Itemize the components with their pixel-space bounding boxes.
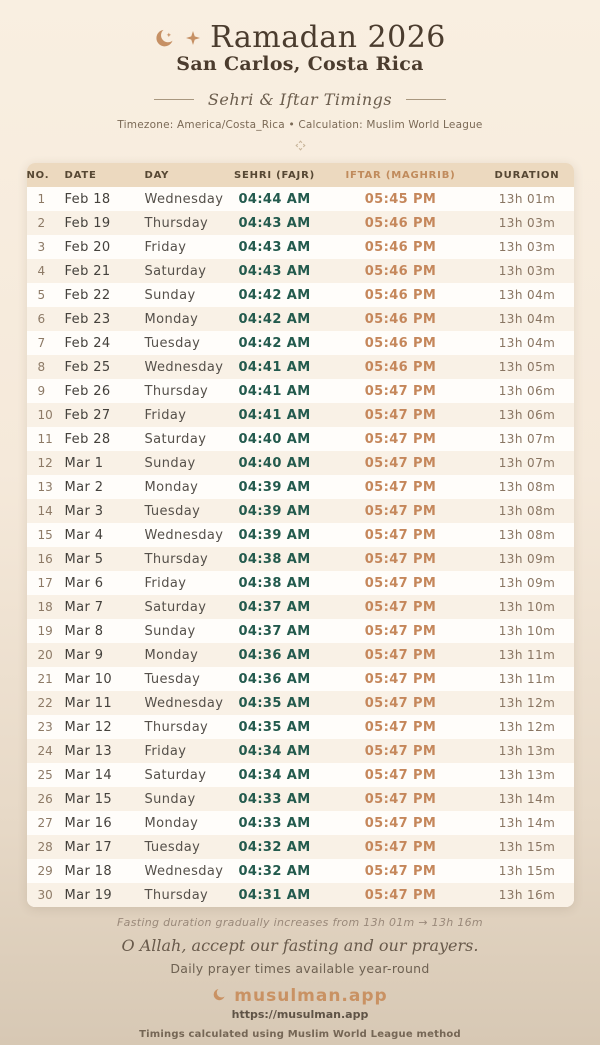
table-row xyxy=(27,451,574,475)
row-duration: 13h 14m xyxy=(498,816,556,830)
row-sehri-time: 04:43 AM xyxy=(238,215,311,231)
row-number: 28 xyxy=(37,840,53,854)
row-duration: 13h 08m xyxy=(498,504,556,518)
table-row xyxy=(27,379,574,403)
row-date: Feb 18 xyxy=(64,191,111,207)
row-iftar-time: 05:47 PM xyxy=(364,623,437,639)
row-day: Friday xyxy=(144,575,187,591)
row-date: Feb 27 xyxy=(64,407,111,423)
row-date: Feb 28 xyxy=(64,431,111,447)
column-header-day: DAY xyxy=(144,169,170,181)
row-iftar-time: 05:46 PM xyxy=(364,287,437,303)
row-number: 19 xyxy=(37,624,53,638)
row-duration: 13h 11m xyxy=(498,672,556,686)
table-row xyxy=(27,883,574,907)
row-day: Saturday xyxy=(144,431,207,447)
row-date: Mar 10 xyxy=(64,671,113,687)
row-number: 24 xyxy=(37,744,53,758)
row-date: Mar 9 xyxy=(64,647,104,663)
row-duration: 13h 13m xyxy=(498,768,556,782)
row-iftar-time: 05:47 PM xyxy=(364,455,437,471)
row-iftar-time: 05:47 PM xyxy=(364,503,437,519)
row-iftar-time: 05:45 PM xyxy=(364,191,437,207)
row-day: Friday xyxy=(144,239,187,255)
row-number: 17 xyxy=(37,576,53,590)
sparkle-star-icon xyxy=(185,30,201,46)
row-number: 13 xyxy=(37,480,53,494)
row-sehri-time: 04:41 AM xyxy=(238,383,311,399)
row-sehri-time: 04:42 AM xyxy=(238,287,311,303)
row-date: Feb 22 xyxy=(64,287,111,303)
brand-row[interactable] xyxy=(0,986,600,1006)
row-sehri-time: 04:42 AM xyxy=(238,335,311,351)
column-header-duration: DURATION xyxy=(494,169,560,181)
dua-text: O Allah, accept our fasting and our prayers. xyxy=(121,936,479,955)
table-row xyxy=(27,355,574,379)
row-date: Mar 2 xyxy=(64,479,104,495)
row-iftar-time: 05:46 PM xyxy=(364,359,437,375)
row-date: Feb 21 xyxy=(64,263,111,279)
page-footer xyxy=(0,916,600,1040)
row-iftar-time: 05:47 PM xyxy=(364,863,437,879)
row-duration: 13h 01m xyxy=(498,192,556,206)
table-row xyxy=(27,403,574,427)
table-row xyxy=(27,211,574,235)
column-header-date: DATE xyxy=(64,169,97,181)
row-duration: 13h 12m xyxy=(498,696,556,710)
row-duration: 13h 03m xyxy=(498,216,556,230)
table-row xyxy=(27,235,574,259)
row-iftar-time: 05:47 PM xyxy=(364,839,437,855)
column-header-sehri: SEHRI (FAJR) xyxy=(234,169,315,181)
row-number: 4 xyxy=(37,264,46,278)
row-number: 11 xyxy=(37,432,53,446)
row-duration: 13h 03m xyxy=(498,264,556,278)
row-iftar-time: 05:47 PM xyxy=(364,575,437,591)
row-iftar-time: 05:47 PM xyxy=(364,791,437,807)
table-row xyxy=(27,475,574,499)
row-day: Sunday xyxy=(144,791,196,807)
table-row xyxy=(27,523,574,547)
row-date: Mar 11 xyxy=(64,695,113,711)
row-iftar-time: 05:47 PM xyxy=(364,647,437,663)
row-day: Tuesday xyxy=(144,335,201,351)
row-duration: 13h 06m xyxy=(498,408,556,422)
table-row xyxy=(27,739,574,763)
row-day: Monday xyxy=(144,815,199,831)
location-title: San Carlos, Costa Rica xyxy=(176,53,424,75)
table-row xyxy=(27,643,574,667)
row-number: 8 xyxy=(37,360,46,374)
table-row xyxy=(27,619,574,643)
row-number: 16 xyxy=(37,552,53,566)
row-day: Saturday xyxy=(144,599,207,615)
table-row xyxy=(27,547,574,571)
table-row xyxy=(27,811,574,835)
row-day: Tuesday xyxy=(144,671,201,687)
subtitle: Sehri & Iftar Timings xyxy=(207,90,393,109)
row-number: 30 xyxy=(37,888,53,902)
row-sehri-time: 04:32 AM xyxy=(238,839,311,855)
row-sehri-time: 04:39 AM xyxy=(238,479,311,495)
row-number: 22 xyxy=(37,696,53,710)
row-date: Mar 17 xyxy=(64,839,113,855)
row-iftar-time: 05:47 PM xyxy=(364,599,437,615)
timings-table xyxy=(27,163,574,907)
table-row xyxy=(27,667,574,691)
column-header-no: NO. xyxy=(26,169,50,181)
row-date: Mar 5 xyxy=(64,551,104,567)
row-iftar-time: 05:47 PM xyxy=(364,887,437,903)
row-date: Mar 12 xyxy=(64,719,113,735)
row-number: 21 xyxy=(37,672,53,686)
row-sehri-time: 04:32 AM xyxy=(238,863,311,879)
row-day: Sunday xyxy=(144,287,196,303)
row-duration: 13h 05m xyxy=(498,360,556,374)
row-number: 14 xyxy=(37,504,53,518)
row-sehri-time: 04:37 AM xyxy=(238,623,311,639)
row-iftar-time: 05:47 PM xyxy=(364,527,437,543)
row-sehri-time: 04:40 AM xyxy=(238,455,311,471)
row-date: Feb 19 xyxy=(64,215,111,231)
row-sehri-time: 04:43 AM xyxy=(238,263,311,279)
row-duration: 13h 12m xyxy=(498,720,556,734)
row-sehri-time: 04:44 AM xyxy=(238,191,311,207)
row-date: Feb 24 xyxy=(64,335,111,351)
row-sehri-time: 04:35 AM xyxy=(238,695,311,711)
row-duration: 13h 08m xyxy=(498,528,556,542)
row-iftar-time: 05:47 PM xyxy=(364,695,437,711)
row-iftar-time: 05:46 PM xyxy=(364,215,437,231)
row-day: Tuesday xyxy=(144,839,201,855)
row-duration: 13h 14m xyxy=(498,792,556,806)
row-day: Monday xyxy=(144,479,199,495)
table-row xyxy=(27,307,574,331)
row-number: 29 xyxy=(37,864,53,878)
row-iftar-time: 05:47 PM xyxy=(364,743,437,759)
row-duration: 13h 08m xyxy=(498,480,556,494)
row-iftar-time: 05:47 PM xyxy=(364,551,437,567)
row-number: 1 xyxy=(37,192,46,206)
row-number: 20 xyxy=(37,648,53,662)
row-day: Wednesday xyxy=(144,695,224,711)
row-day: Thursday xyxy=(144,887,209,903)
row-day: Thursday xyxy=(144,551,209,567)
row-sehri-time: 04:36 AM xyxy=(238,647,311,663)
row-duration: 13h 04m xyxy=(498,336,556,350)
row-duration: 13h 09m xyxy=(498,576,556,590)
row-day: Tuesday xyxy=(144,503,201,519)
table-row xyxy=(27,571,574,595)
row-duration: 13h 10m xyxy=(498,624,556,638)
row-date: Mar 3 xyxy=(64,503,104,519)
row-date: Feb 20 xyxy=(64,239,111,255)
table-row xyxy=(27,835,574,859)
row-sehri-time: 04:33 AM xyxy=(238,791,311,807)
table-row xyxy=(27,787,574,811)
page-header xyxy=(0,0,600,152)
row-sehri-time: 04:41 AM xyxy=(238,407,311,423)
row-iftar-time: 05:47 PM xyxy=(364,767,437,783)
row-sehri-time: 04:38 AM xyxy=(238,575,311,591)
row-duration: 13h 16m xyxy=(498,888,556,902)
row-iftar-time: 05:47 PM xyxy=(364,719,437,735)
row-sehri-time: 04:35 AM xyxy=(238,719,311,735)
row-date: Mar 16 xyxy=(64,815,113,831)
row-duration: 13h 04m xyxy=(498,312,556,326)
row-day: Monday xyxy=(144,311,199,327)
row-iftar-time: 05:46 PM xyxy=(364,335,437,351)
row-number: 3 xyxy=(37,240,46,254)
table-row xyxy=(27,859,574,883)
table-body xyxy=(27,187,574,907)
row-number: 15 xyxy=(37,528,53,542)
table-row xyxy=(27,427,574,451)
row-day: Sunday xyxy=(144,455,196,471)
row-iftar-time: 05:47 PM xyxy=(364,407,437,423)
row-day: Sunday xyxy=(144,623,196,639)
row-day: Wednesday xyxy=(144,863,224,879)
row-duration: 13h 06m xyxy=(498,384,556,398)
row-number: 9 xyxy=(37,384,46,398)
table-row xyxy=(27,763,574,787)
row-sehri-time: 04:33 AM xyxy=(238,815,311,831)
row-sehri-time: 04:38 AM xyxy=(238,551,311,567)
table-row xyxy=(27,499,574,523)
row-iftar-time: 05:47 PM xyxy=(364,671,437,687)
row-sehri-time: 04:37 AM xyxy=(238,599,311,615)
page-title: Ramadan 2026 xyxy=(210,20,446,55)
timezone-calculation-meta: Timezone: America/Costa_Rica • Calculation: Muslim World League xyxy=(117,119,483,131)
row-duration: 13h 09m xyxy=(498,552,556,566)
row-sehri-time: 04:39 AM xyxy=(238,527,311,543)
row-duration: 13h 13m xyxy=(498,744,556,758)
row-sehri-time: 04:39 AM xyxy=(238,503,311,519)
row-duration: 13h 03m xyxy=(498,240,556,254)
row-iftar-time: 05:47 PM xyxy=(364,479,437,495)
row-iftar-time: 05:47 PM xyxy=(364,815,437,831)
row-date: Mar 1 xyxy=(64,455,104,471)
row-number: 6 xyxy=(37,312,46,326)
row-sehri-time: 04:40 AM xyxy=(238,431,311,447)
table-row xyxy=(27,691,574,715)
table-row xyxy=(27,259,574,283)
row-number: 27 xyxy=(37,816,53,830)
row-day: Saturday xyxy=(144,263,207,279)
row-day: Monday xyxy=(144,647,199,663)
row-duration: 13h 07m xyxy=(498,432,556,446)
row-iftar-time: 05:46 PM xyxy=(364,311,437,327)
row-iftar-time: 05:46 PM xyxy=(364,239,437,255)
row-sehri-time: 04:41 AM xyxy=(238,359,311,375)
crescent-moon-icon xyxy=(212,987,227,1006)
row-date: Mar 8 xyxy=(64,623,104,639)
row-iftar-time: 05:47 PM xyxy=(364,383,437,399)
row-number: 2 xyxy=(37,216,46,230)
calculation-method-note: Timings calculated using Muslim World League method xyxy=(139,1029,461,1040)
row-date: Mar 13 xyxy=(64,743,113,759)
row-date: Mar 7 xyxy=(64,599,104,615)
row-number: 10 xyxy=(37,408,53,422)
row-iftar-time: 05:46 PM xyxy=(364,263,437,279)
row-day: Friday xyxy=(144,407,187,423)
row-sehri-time: 04:34 AM xyxy=(238,767,311,783)
row-day: Thursday xyxy=(144,719,209,735)
row-date: Mar 4 xyxy=(64,527,104,543)
table-row xyxy=(27,595,574,619)
table-row xyxy=(27,187,574,211)
availability-text: Daily prayer times available year-round xyxy=(170,961,430,976)
row-sehri-time: 04:36 AM xyxy=(238,671,311,687)
row-date: Mar 6 xyxy=(64,575,104,591)
row-number: 5 xyxy=(37,288,46,302)
row-day: Thursday xyxy=(144,215,209,231)
brand-name[interactable]: musulman.app xyxy=(234,986,388,1006)
row-duration: 13h 15m xyxy=(498,840,556,854)
row-sehri-time: 04:31 AM xyxy=(238,887,311,903)
row-date: Mar 18 xyxy=(64,863,113,879)
column-header-iftar: IFTAR (MAGHRIB) xyxy=(345,169,456,181)
row-date: Feb 23 xyxy=(64,311,111,327)
subtitle-row xyxy=(0,90,600,109)
row-date: Mar 19 xyxy=(64,887,113,903)
row-day: Wednesday xyxy=(144,359,224,375)
row-date: Feb 25 xyxy=(64,359,111,375)
row-duration: 13h 15m xyxy=(498,864,556,878)
row-number: 12 xyxy=(37,456,53,470)
row-duration: 13h 07m xyxy=(498,456,556,470)
row-sehri-time: 04:34 AM xyxy=(238,743,311,759)
row-iftar-time: 05:47 PM xyxy=(364,431,437,447)
table-row xyxy=(27,715,574,739)
row-duration: 13h 04m xyxy=(498,288,556,302)
divider-line-right xyxy=(406,99,446,100)
row-day: Wednesday xyxy=(144,191,224,207)
divider-line-left xyxy=(154,99,194,100)
row-duration: 13h 11m xyxy=(498,648,556,662)
row-number: 23 xyxy=(37,720,53,734)
row-sehri-time: 04:42 AM xyxy=(238,311,311,327)
row-day: Saturday xyxy=(144,767,207,783)
row-day: Thursday xyxy=(144,383,209,399)
row-day: Friday xyxy=(144,743,187,759)
row-sehri-time: 04:43 AM xyxy=(238,239,311,255)
table-row xyxy=(27,331,574,355)
row-number: 26 xyxy=(37,792,53,806)
crescent-moon-with-star-icon xyxy=(154,27,176,49)
row-number: 25 xyxy=(37,768,53,782)
brand-url[interactable]: https://musulman.app xyxy=(231,1008,369,1021)
row-number: 18 xyxy=(37,600,53,614)
row-date: Mar 14 xyxy=(64,767,113,783)
table-row xyxy=(27,283,574,307)
row-date: Mar 15 xyxy=(64,791,113,807)
row-date: Feb 26 xyxy=(64,383,111,399)
row-duration: 13h 10m xyxy=(498,600,556,614)
row-day: Wednesday xyxy=(144,527,224,543)
row-number: 7 xyxy=(37,336,46,350)
fasting-duration-note: Fasting duration gradually increases from 13h 01m → 13h 16m xyxy=(117,916,483,929)
table-header-row xyxy=(27,163,574,187)
diamond-ornament-icon xyxy=(295,141,305,151)
